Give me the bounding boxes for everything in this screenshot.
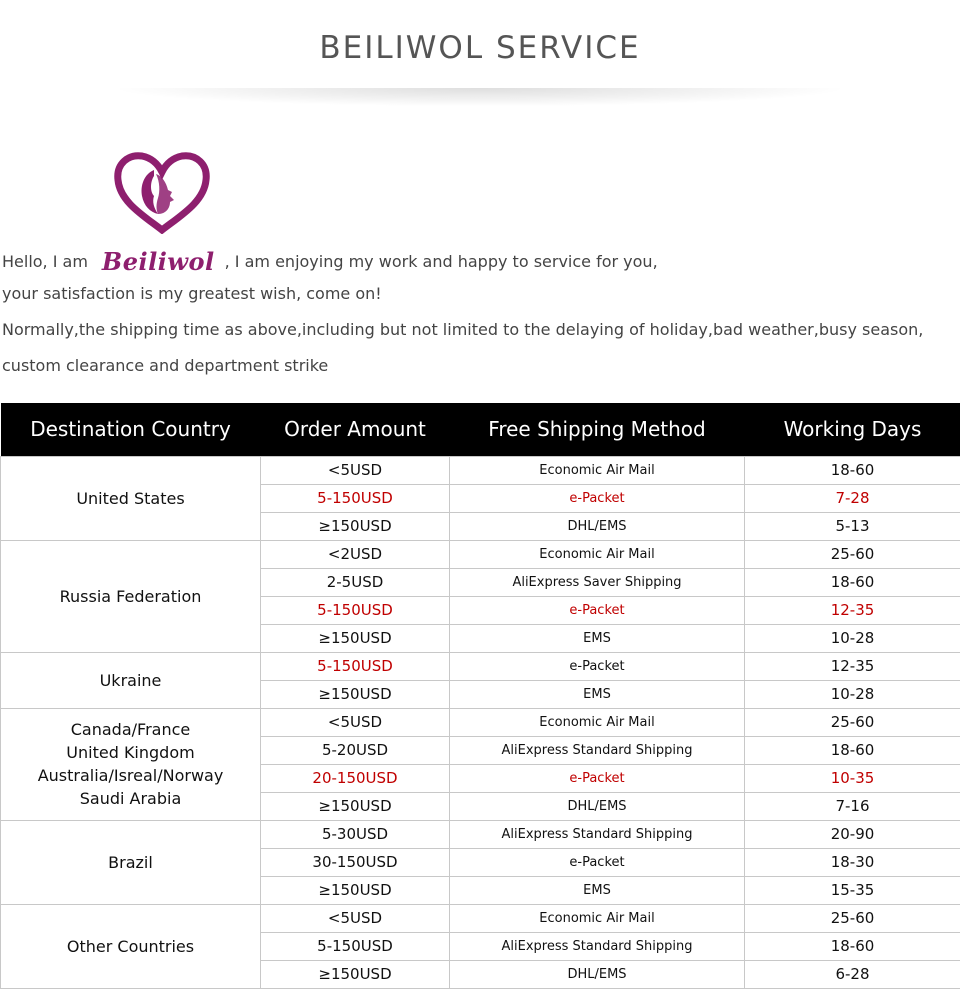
order-amount-cell: <5USD (261, 904, 450, 932)
service-banner (0, 0, 960, 115)
intro-line-2: your satisfaction is my greatest wish, come on! (2, 284, 382, 303)
working-days-cell: 7-28 (745, 484, 960, 512)
table-row (1, 652, 960, 680)
intro-line-4: custom clearance and department strike (2, 356, 329, 375)
order-amount-cell: <5USD (261, 708, 450, 736)
table-row (1, 820, 960, 848)
order-amount-cell: ≥150USD (261, 792, 450, 820)
working-days-cell: 10-35 (745, 764, 960, 792)
shipping-method-cell: Economic Air Mail (450, 540, 745, 568)
order-amount-cell: 5-150USD (261, 484, 450, 512)
working-days-cell: 12-35 (745, 652, 960, 680)
working-days-cell: 6-28 (745, 960, 960, 988)
country-name: Canada/France (70, 720, 191, 739)
shipping-method-cell: DHL/EMS (450, 792, 745, 820)
destination-country-cell (1, 904, 261, 988)
country-name: Saudi Arabia (79, 789, 182, 808)
shipping-method-cell: e-Packet (450, 764, 745, 792)
shipping-method-cell: EMS (450, 876, 745, 904)
working-days-cell: 25-60 (745, 904, 960, 932)
intro-greeting: Hello, I am (2, 252, 88, 271)
order-amount-cell: 5-150USD (261, 652, 450, 680)
shipping-method-cell: AliExpress Standard Shipping (450, 932, 745, 960)
shipping-table (0, 403, 960, 989)
working-days-cell: 7-16 (745, 792, 960, 820)
table-row (1, 540, 960, 568)
country-name: United Kingdom (66, 743, 195, 762)
shipping-method-cell: EMS (450, 624, 745, 652)
working-days-cell: 18-60 (745, 736, 960, 764)
country-name: Australia/Isreal/Norway (37, 766, 224, 785)
order-amount-cell: 5-150USD (261, 596, 450, 624)
order-amount-cell: ≥150USD (261, 680, 450, 708)
order-amount-cell: 30-150USD (261, 848, 450, 876)
intro-greeting-rest: , I am enjoying my work and happy to service for you, (224, 252, 658, 271)
shipping-method-cell: DHL/EMS (450, 960, 745, 988)
working-days-cell: 5-13 (745, 512, 960, 540)
working-days-cell: 25-60 (745, 708, 960, 736)
shipping-method-cell: Economic Air Mail (450, 904, 745, 932)
country-name: Ukraine (99, 670, 162, 690)
shipping-method-cell: AliExpress Saver Shipping (450, 568, 745, 596)
working-days-cell: 20-90 (745, 820, 960, 848)
order-amount-cell: 5-20USD (261, 736, 450, 764)
country-name: Other Countries (66, 936, 195, 956)
order-amount-cell: ≥150USD (261, 512, 450, 540)
shipping-method-cell: Economic Air Mail (450, 456, 745, 484)
destination-country-cell (1, 540, 261, 652)
banner-shadow (120, 88, 840, 106)
order-amount-cell: ≥150USD (261, 876, 450, 904)
working-days-cell: 12-35 (745, 596, 960, 624)
destination-country-cell (1, 652, 261, 708)
order-amount-cell: ≥150USD (261, 960, 450, 988)
order-amount-cell: 5-150USD (261, 932, 450, 960)
banner-title: BEILIWOL SERVICE (319, 30, 641, 66)
header-working-days: Working Days (745, 403, 960, 456)
order-amount-cell: <5USD (261, 456, 450, 484)
table-row (1, 708, 960, 736)
country-name: United States (76, 488, 185, 508)
destination-country-cell (1, 708, 261, 820)
working-days-cell: 15-35 (745, 876, 960, 904)
header-order-amount: Order Amount (261, 403, 450, 456)
destination-country-cell (1, 820, 261, 904)
working-days-cell: 10-28 (745, 680, 960, 708)
working-days-cell: 10-28 (745, 624, 960, 652)
shipping-method-cell: e-Packet (450, 484, 745, 512)
order-amount-cell: 5-30USD (261, 820, 450, 848)
working-days-cell: 18-60 (745, 456, 960, 484)
table-body (1, 456, 960, 988)
order-amount-cell: 20-150USD (261, 764, 450, 792)
shipping-method-cell: EMS (450, 680, 745, 708)
heart-face-logo-icon (114, 152, 210, 234)
destination-country-cell (1, 456, 261, 540)
shipping-method-cell: AliExpress Standard Shipping (450, 736, 745, 764)
working-days-cell: 18-30 (745, 848, 960, 876)
shipping-method-cell: AliExpress Standard Shipping (450, 820, 745, 848)
working-days-cell: 18-60 (745, 932, 960, 960)
table-row (1, 456, 960, 484)
shipping-method-cell: Economic Air Mail (450, 708, 745, 736)
intro-line-3: Normally,the shipping time as above,including but not limited to the delaying of holiday,bad weather,busy season, (2, 320, 924, 339)
shipping-method-cell: e-Packet (450, 596, 745, 624)
order-amount-cell: <2USD (261, 540, 450, 568)
header-shipping-method: Free Shipping Method (450, 403, 745, 456)
order-amount-cell: 2-5USD (261, 568, 450, 596)
header-destination-country: Destination Country (1, 403, 261, 456)
country-name: Brazil (108, 852, 153, 872)
brand-wordmark: Beiliwol (101, 247, 215, 276)
order-amount-cell: ≥150USD (261, 624, 450, 652)
intro-line-1 (2, 247, 658, 276)
shipping-method-cell: DHL/EMS (450, 512, 745, 540)
working-days-cell: 18-60 (745, 568, 960, 596)
country-name: Russia Federation (59, 586, 202, 606)
table-header-row (1, 403, 960, 456)
table-row (1, 904, 960, 932)
shipping-method-cell: e-Packet (450, 652, 745, 680)
working-days-cell: 25-60 (745, 540, 960, 568)
shipping-method-cell: e-Packet (450, 848, 745, 876)
